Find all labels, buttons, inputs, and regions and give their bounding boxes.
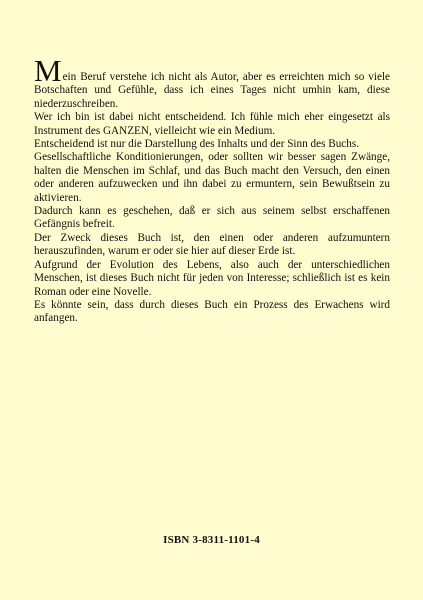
paragraph-1: [34, 53, 390, 111]
paragraph-4: Gesellschaftliche Konditionierungen, oder sollten wir besser sagen Zwänge, halten die Menschen im Schlaf, und das Buch macht den Versuch, den einen oder anderen aufzuwecken und ihn dabei zu ermuntern, sein Bewußtsein zu aktivieren.: [34, 151, 390, 204]
paragraph-7: Aufgrund der Evolution des Lebens, also auch der unterschiedlichen Menschen, ist dieses Buch nicht für jeden von Interesse; schließlich ist es kein Roman oder eine Novelle.: [34, 258, 390, 298]
blurb-text: [34, 53, 390, 326]
paragraph-8: Es könnte sein, dass durch dieses Buch ein Prozess des Erwachens wird anfangen.: [34, 298, 390, 325]
isbn-number: ISBN 3-8311-1101-4: [163, 534, 260, 546]
paragraph-1-text: ein Beruf verstehe ich nicht als Autor, aber es erreichten mich so viele Botschaften und Gefühle, dass ich eines Tages nicht umhin kam, diese niederzuschreiben.: [34, 71, 390, 110]
paragraph-5: Dadurch kann es geschehen, daß er sich aus seinem selbst erschaffenen Gefängnis befreit.: [34, 205, 390, 231]
dropcap-letter: M: [34, 53, 62, 88]
paragraph-3: Entscheidend ist nur die Darstellung des Inhalts und der Sinn des Buchs.: [34, 138, 360, 151]
paragraph-6: Der Zweck dieses Buch ist, den einen oder anderen aufzumuntern herauszufinden, warum er oder sie hier auf dieser Erde ist.: [34, 231, 390, 258]
paragraph-2: Wer ich bin ist dabei nicht entscheidend. Ich fühle mich eher eingesetzt als Instrument des GANZEN, vielleicht wie ein Medium.: [34, 111, 390, 137]
